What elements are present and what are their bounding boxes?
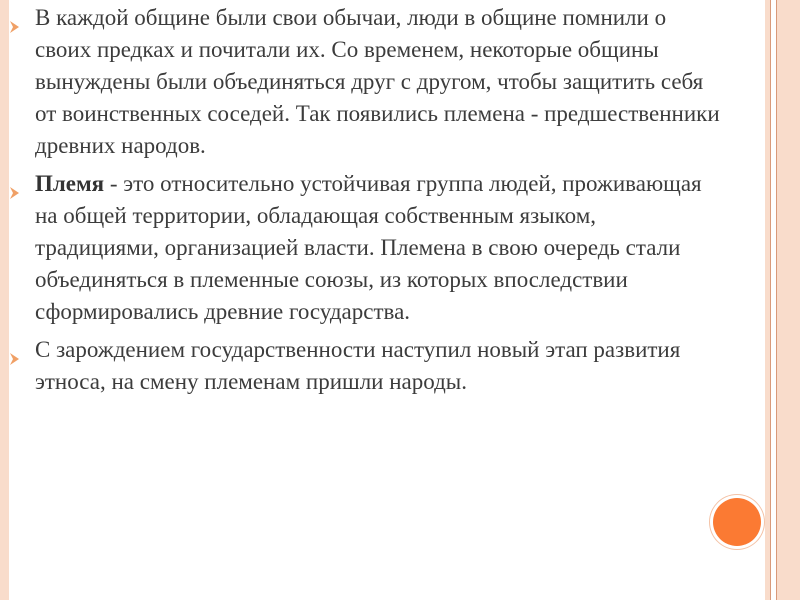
paragraph-3	[35, 334, 725, 398]
left-decor-band	[0, 0, 9, 600]
paragraph-1	[35, 2, 725, 162]
paragraph-text: - это относительно устойчивая группа людей, проживающая на общей территории, обладающая собственным языком, традициями, организацией власти. Племена в свою очередь стали объединяться в племенные союзы, из которых впоследствии сформировались древние государства.	[35, 171, 702, 324]
right-decor-line	[776, 0, 777, 600]
paragraph-text: В каждой общине были свои обычаи, люди в общине помнили о своих предках и почитали их. Со временем, некоторые общины вынуждены были объединяться друг с другом, чтобы защитить себя от воинственных соседей. Так появились племена - предшественники древних народов.	[35, 5, 720, 158]
slide-body	[35, 2, 725, 398]
right-decor-line	[770, 0, 771, 600]
bullet-icon	[9, 11, 21, 25]
bullet-icon	[9, 177, 21, 191]
term-label: Племя	[35, 171, 105, 196]
bullet-icon	[9, 343, 21, 357]
paragraph-2	[35, 168, 725, 328]
accent-circle-icon	[713, 498, 761, 546]
paragraph-text: С зарождением государственности наступил новый этап развития этноса, на смену племенам пришли народы.	[35, 337, 681, 394]
